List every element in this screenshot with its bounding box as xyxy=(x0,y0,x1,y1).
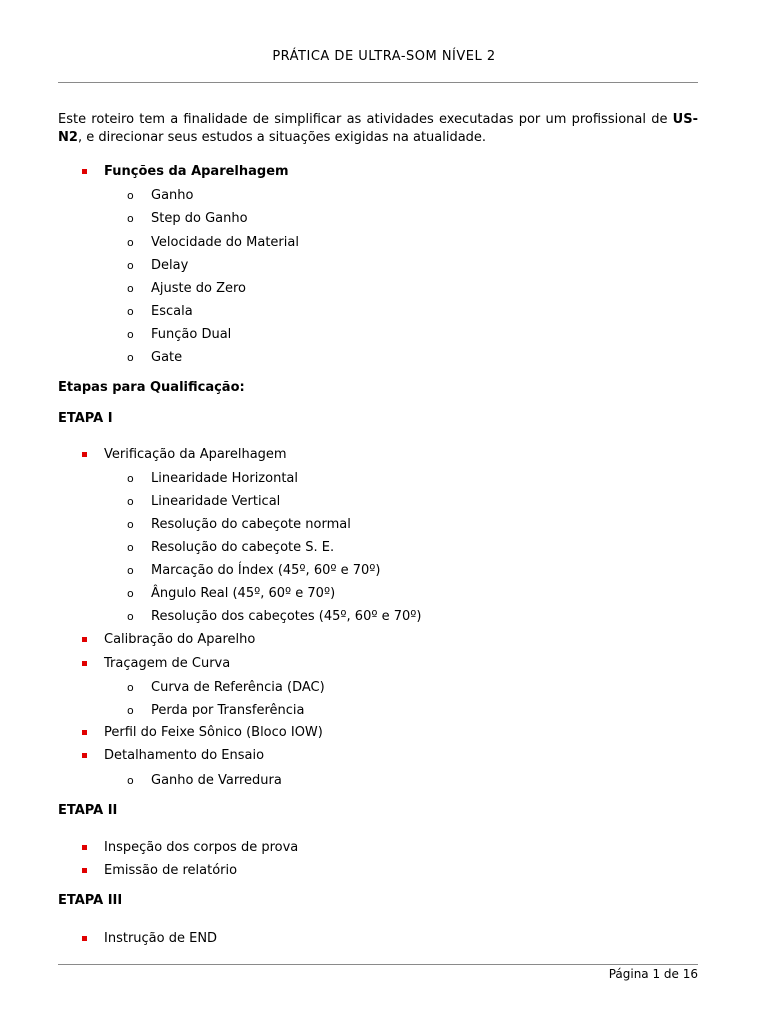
etapa-3-heading: ETAPA III xyxy=(58,893,123,908)
function-item: Escala xyxy=(151,304,193,319)
verif-item: Linearidade Horizontal xyxy=(151,471,298,486)
etapa-2-heading: ETAPA II xyxy=(58,803,118,818)
sub-bullet-icon: o xyxy=(127,541,134,554)
bullet-icon xyxy=(82,661,87,666)
function-item: Ajuste do Zero xyxy=(151,281,246,296)
page-number: Página 1 de 16 xyxy=(608,967,698,981)
sub-bullet-icon: o xyxy=(127,189,134,202)
sub-bullet-icon: o xyxy=(127,212,134,225)
sub-bullet-icon: o xyxy=(127,328,134,341)
detalhamento-heading: Detalhamento do Ensaio xyxy=(104,748,265,763)
sub-bullet-icon: o xyxy=(127,259,134,272)
document-title: PRÁTICA DE ULTRA-SOM NÍVEL 2 xyxy=(272,49,496,64)
intro-text-2: , e direcionar seus estudos a situações exigidas na atualidade. xyxy=(77,130,487,145)
sub-bullet-icon: o xyxy=(127,495,134,508)
sub-bullet-icon: o xyxy=(127,282,134,295)
verif-item: Resolução do cabeçote S. E. xyxy=(151,540,335,555)
bullet-icon xyxy=(82,169,87,174)
sub-bullet-icon: o xyxy=(127,587,134,600)
etapa-3-item: Instrução de END xyxy=(104,931,218,946)
bullet-icon xyxy=(82,936,87,941)
bullet-icon xyxy=(82,637,87,642)
etapa-1-heading: ETAPA I xyxy=(58,411,113,426)
etapa-2-item: Emissão de relatório xyxy=(104,863,238,878)
sub-bullet-icon: o xyxy=(127,610,134,623)
sub-bullet-icon: o xyxy=(127,774,134,787)
verif-item: Marcação do Índex (45º, 60º e 70º) xyxy=(151,563,381,578)
calibracao-item: Calibração do Aparelho xyxy=(104,632,256,647)
function-item: Ganho xyxy=(151,188,194,203)
verif-item: Ângulo Real (45º, 60º e 70º) xyxy=(151,586,336,601)
function-item: Função Dual xyxy=(151,327,232,342)
footer-divider xyxy=(58,964,698,965)
sub-bullet-icon: o xyxy=(127,351,134,364)
tracagem-item: Curva de Referência (DAC) xyxy=(151,680,325,695)
bullet-icon xyxy=(82,730,87,735)
bullet-icon xyxy=(82,452,87,457)
verif-item: Linearidade Vertical xyxy=(151,494,281,509)
sub-bullet-icon: o xyxy=(127,236,134,249)
verif-item: Resolução dos cabeçotes (45º, 60º e 70º) xyxy=(151,609,422,624)
header-divider xyxy=(58,82,698,83)
bullet-icon xyxy=(82,845,87,850)
function-item: Velocidade do Material xyxy=(151,235,299,250)
perfil-item: Perfil do Feixe Sônico (Bloco IOW) xyxy=(104,725,323,740)
function-item: Step do Ganho xyxy=(151,211,248,226)
detalhamento-item: Ganho de Varredura xyxy=(151,773,282,788)
sub-bullet-icon: o xyxy=(127,305,134,318)
bullet-icon xyxy=(82,868,87,873)
functions-heading: Funções da Aparelhagem xyxy=(104,164,289,179)
sub-bullet-icon: o xyxy=(127,472,134,485)
intro-paragraph xyxy=(58,111,698,147)
intro-text-bold: US-N2 xyxy=(58,112,698,145)
stages-heading: Etapas para Qualificação: xyxy=(58,380,245,395)
function-item: Gate xyxy=(151,350,183,365)
tracagem-heading: Traçagem de Curva xyxy=(104,656,231,671)
etapa-2-item: Inspeção dos corpos de prova xyxy=(104,840,299,855)
sub-bullet-icon: o xyxy=(127,564,134,577)
bullet-icon xyxy=(82,753,87,758)
verif-item: Resolução do cabeçote normal xyxy=(151,517,351,532)
verif-heading: Verificação da Aparelhagem xyxy=(104,447,287,462)
function-item: Delay xyxy=(151,258,189,273)
sub-bullet-icon: o xyxy=(127,518,134,531)
sub-bullet-icon: o xyxy=(127,681,134,694)
intro-text-1: Este roteiro tem a finalidade de simplificar as atividades executadas por um profissional de xyxy=(58,112,673,127)
tracagem-item: Perda por Transferência xyxy=(151,703,305,718)
sub-bullet-icon: o xyxy=(127,704,134,717)
